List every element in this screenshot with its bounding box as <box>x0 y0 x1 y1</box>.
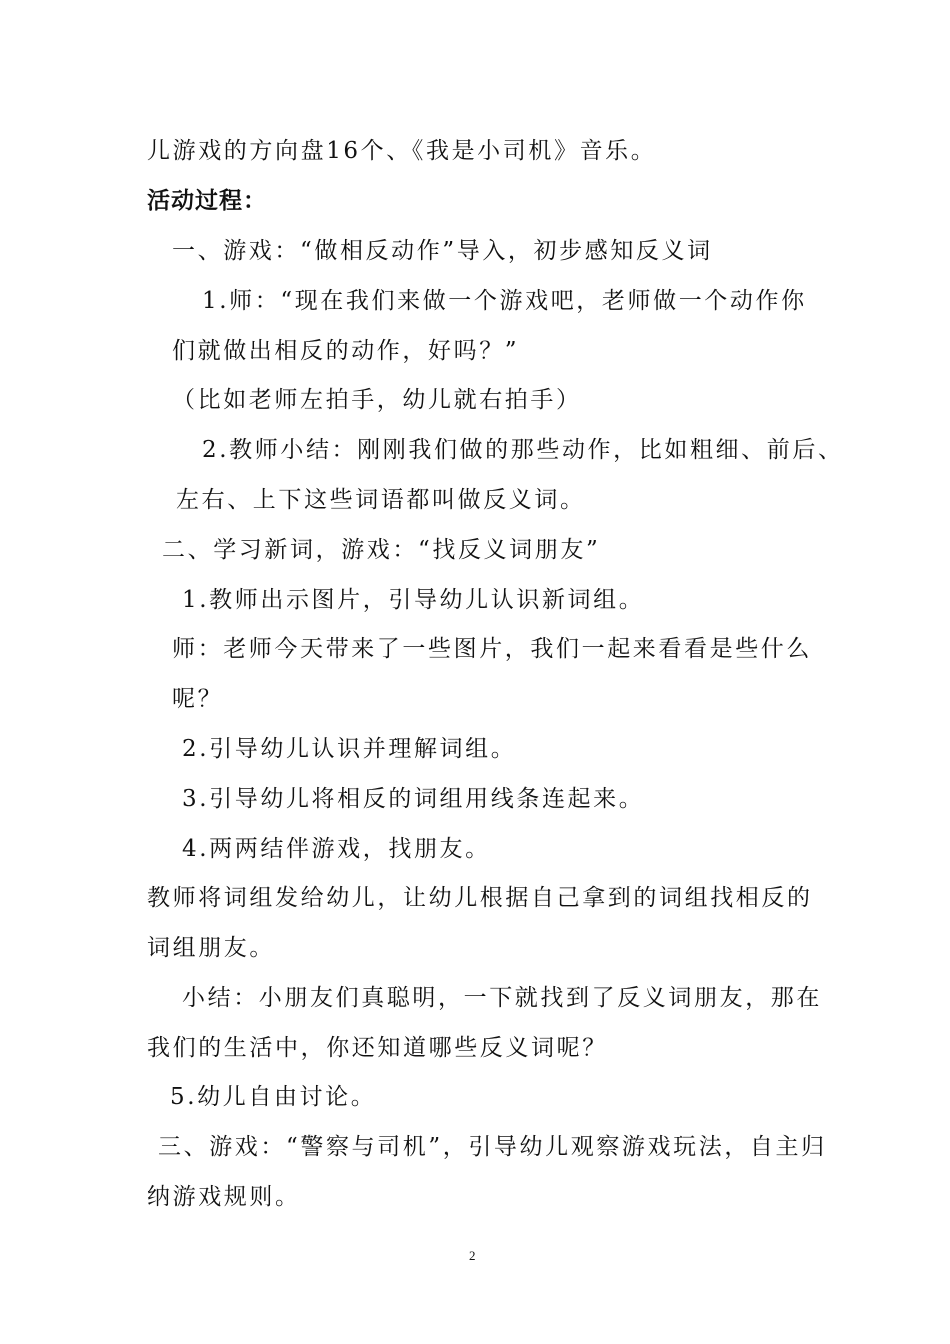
section-two-step-1: 1.教师出示图片，引导幼儿认识新词组。 <box>182 587 645 613</box>
paragraph-materials-continued: 儿游戏的方向盘16个、《我是小司机》音乐。 <box>147 138 657 164</box>
page-number: 2 <box>469 1248 476 1263</box>
step-1-teacher-line: 1.师：“现在我们来做一个游戏吧，老师做一个动作你 <box>202 288 807 314</box>
section-two-title: 二、学习新词，游戏：“找反义词朋友” <box>162 537 601 563</box>
step-2-summary-continued: 左右、上下这些词语都叫做反义词。 <box>176 487 586 513</box>
section-two-step-2: 2.引导幼儿认识并理解词组。 <box>182 736 517 762</box>
teacher-dialogue: 师：老师今天带来了一些图片，我们一起来看看是些什么 <box>172 636 812 662</box>
section-two-step-4: 4.两两结伴游戏，找朋友。 <box>182 836 491 862</box>
section-three-title: 三、游戏：“警察与司机”，引导幼儿观察游戏玩法，自主归 <box>158 1134 827 1160</box>
section-three-title-continued: 纳游戏规则。 <box>147 1184 301 1210</box>
section-two-step-5: 5.幼儿自由讨论。 <box>170 1084 377 1110</box>
step-2-summary: 2.教师小结：刚刚我们做的那些动作，比如粗细、前后、 <box>202 437 844 463</box>
word-group-instruction: 教师将词组发给幼儿，让幼儿根据自己拿到的词组找相反的 <box>147 885 813 911</box>
summary-line-continued: 我们的生活中，你还知道哪些反义词呢？ <box>147 1035 608 1061</box>
word-group-instruction-continued: 词组朋友。 <box>147 935 275 961</box>
section-heading-activity-process: 活动过程： <box>147 188 267 214</box>
summary-line: 小结：小朋友们真聪明，一下就找到了反义词朋友，那在 <box>182 985 822 1011</box>
section-one-title: 一、游戏：“做相反动作”导入，初步感知反义词 <box>172 238 713 264</box>
teacher-dialogue-continued: 呢？ <box>172 686 224 712</box>
section-two-step-3: 3.引导幼儿将相反的词组用线条连起来。 <box>182 786 645 812</box>
step-1-teacher-line-continued: 们就做出相反的动作，好吗？” <box>172 338 520 364</box>
step-1-example: （比如老师左拍手，幼儿就右拍手） <box>172 387 582 413</box>
